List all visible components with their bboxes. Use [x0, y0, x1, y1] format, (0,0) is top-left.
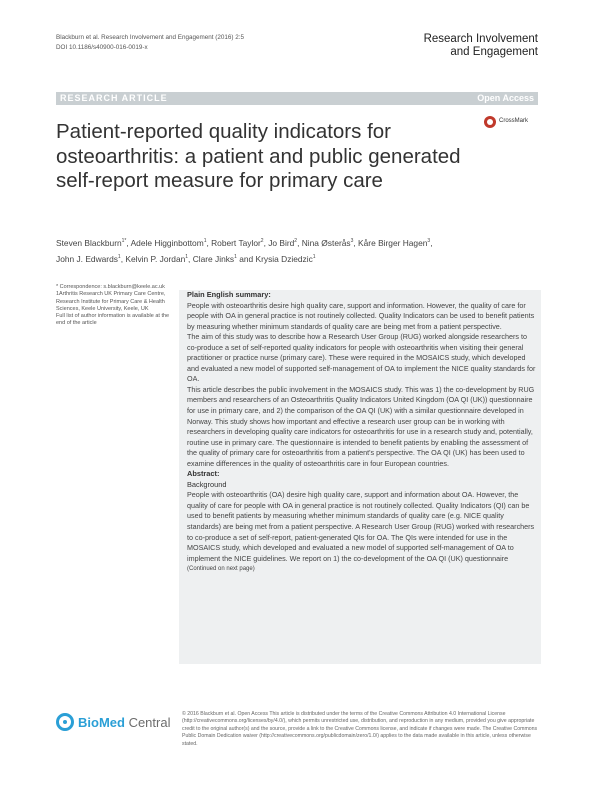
author-separator: , [120, 253, 126, 264]
background-heading: Background [187, 479, 227, 489]
plain-summary-paragraph: This article describes the public involvement in the MOSAICS study. This was 1) the co-development by RUG members and researchers of an Osteoarthritis Quality Indicators United Kingdom (OA QI (UK)) questionnaire for use in primary care, and 2) the comparison of the OA QI (UK) with a similar questionnaire developed in Norway. This study shows how important and effective a research user group can be in working with researchers in developing quality care indicators for osteoarthritis for use in a research study and, potentially, routine use in primary care. The questionnaire is intended to benefit patients by enabling the assessment of the quality of primary care for osteoarthritis from a patient's perspective. The OA QI (UK) has been used to examine differences in the quality of osteoarthritis care in four European countries. [187, 384, 535, 468]
author-separator: and [236, 253, 256, 264]
background-paragraph: People with osteoarthritis (OA) desire high quality care, support and information about OA. However, the quality of care for people with OA in general practice is not routinely collected. Quality Indicators (QI) can be used to benefit patients by measuring whether minimum standards of quality care (e.g. NICE quality standards) are being met from a patient perspective. A Research User Group (RUG) worked with researchers to co-produce a set of self-report, patient-generated QIs for OA. The QIs were intended for use in the MOSAICS study, which developed and evaluated a new model of supported self-management of OA to implement the NICE guidelines. We report on 1) the co-development of the OA QI (UK) questionnaire [187, 490, 535, 563]
author-name[interactable]: Kelvin P. Jordan [125, 253, 186, 264]
author-separator: , [297, 237, 302, 248]
author-affiliation-mark: 3 [350, 238, 354, 244]
abstract-box [179, 290, 541, 664]
crossmark-icon [484, 116, 496, 128]
article-type-label: RESEARCH ARTICLE [60, 93, 168, 103]
author-name[interactable]: Krysia Dziedzic [255, 253, 313, 264]
author-name[interactable]: Nina Østerås [301, 237, 351, 248]
author-name[interactable]: Clare Jinks [192, 253, 235, 264]
affiliation-text: 1Arthritis Research UK Primary Care Centre, Research Institute for Primary Care & Health Sciences, Keele University, Keele, UK [56, 291, 166, 312]
biomed-central-icon [56, 713, 74, 731]
author-affiliation-mark: 1 [234, 253, 237, 260]
author-name[interactable]: Robert Taylor [211, 237, 261, 248]
citation-block [56, 33, 244, 53]
plain-summary-heading: Plain English summary: [187, 290, 271, 299]
author-separator: , [430, 237, 433, 248]
author-affiliation-mark: 1 [203, 238, 207, 244]
central-label: Central [124, 715, 171, 730]
journal-name [424, 33, 538, 59]
author-list [56, 234, 541, 266]
continued-note: (Continued on next page) [187, 566, 255, 573]
citation-line: Blackburn et al. Research Involvement and Engagement (2016) 2:5 [56, 34, 244, 41]
author-affiliation-mark: 2 [294, 238, 298, 244]
author-separator: , [188, 253, 193, 264]
article-title: Patient-reported quality indicators for osteoarthritis: a patient and public generated self-report measure for primary care [56, 120, 461, 192]
author-info-note: Full list of author information is available at the end of the article [56, 313, 170, 327]
author-affiliation-mark: 2 [260, 238, 264, 244]
biomed-central-wordmark [78, 715, 170, 730]
author-affiliation-mark: 1 [312, 253, 316, 260]
correspondence-sidebar [56, 284, 176, 328]
author-name[interactable]: Kåre Birger Hagen [358, 237, 428, 248]
author-name[interactable]: Steven Blackburn [56, 237, 122, 248]
author-name[interactable]: John J. Edwards [56, 253, 118, 264]
author-affiliation-mark: 1 [185, 253, 189, 260]
author-affiliation-mark: 1 [117, 253, 121, 260]
article-type-banner [56, 92, 538, 105]
crossmark-label: CrossMark [499, 118, 529, 124]
doi-line[interactable]: DOI 10.1186/s40900-016-0019-x [56, 44, 148, 51]
author-affiliation-mark: 3 [427, 238, 431, 244]
correspondence-email[interactable]: * Correspondence: s.blackburn@keele.ac.uk [56, 284, 165, 290]
crossmark-badge[interactable] [484, 116, 544, 130]
biomed-label: BioMed [78, 715, 125, 730]
license-text: © 2016 Blackburn et al. Open Access This article is distributed under the terms of the Creative Commons Attribution 4.0 International License (http://creativecommons.org/licenses/by/4.0/), which permits unrestricted use, distribution, and reproduction in any medium, provided you give appropriate credit to the original author(s) and the source, provide a link to the Creative Commons license, and indicate if changes were made. The Creative Commons Public Domain Dedication waiver (http://creativecommons.org/publicdomain/zero/1.0/) applies to the data made available in this article, unless otherwise stated. [182, 711, 538, 747]
journal-name-line2: and Engagement [450, 46, 538, 58]
biomed-central-logo[interactable] [56, 713, 171, 735]
abstract-heading: Abstract: [187, 469, 220, 479]
journal-name-line1: Research Involvement [423, 33, 538, 45]
author-name[interactable]: Jo Bird [268, 237, 295, 248]
open-access-label: Open Access [477, 93, 534, 103]
plain-summary-paragraph: The aim of this study was to describe how a Research User Group (RUG) worked alongside researchers to co-produce a set of self-reported quality indicators for people with osteoarthritis when visiting their general practitioner or practice nurse (primary care). These were required in the MOSAICS study, which developed and evaluated a new model of supported self-management of OA to implement the NICE quality standards for OA. [187, 332, 536, 384]
author-separator: , [353, 237, 359, 248]
author-separator: , [206, 237, 212, 248]
author-name[interactable]: Adele Higginbottom [130, 237, 204, 248]
author-separator: , [263, 237, 269, 248]
author-affiliation-mark: 1* [121, 238, 127, 244]
plain-summary-paragraph: People with osteoarthritis desire high quality care, support and information. However, the quality of care for people with OA in general practice is not routinely collected. Quality Indicators can be used to benefit patients by measuring whether minimum standards of quality care are being met from a patient perspective. [187, 300, 535, 331]
author-separator: , [126, 237, 131, 248]
